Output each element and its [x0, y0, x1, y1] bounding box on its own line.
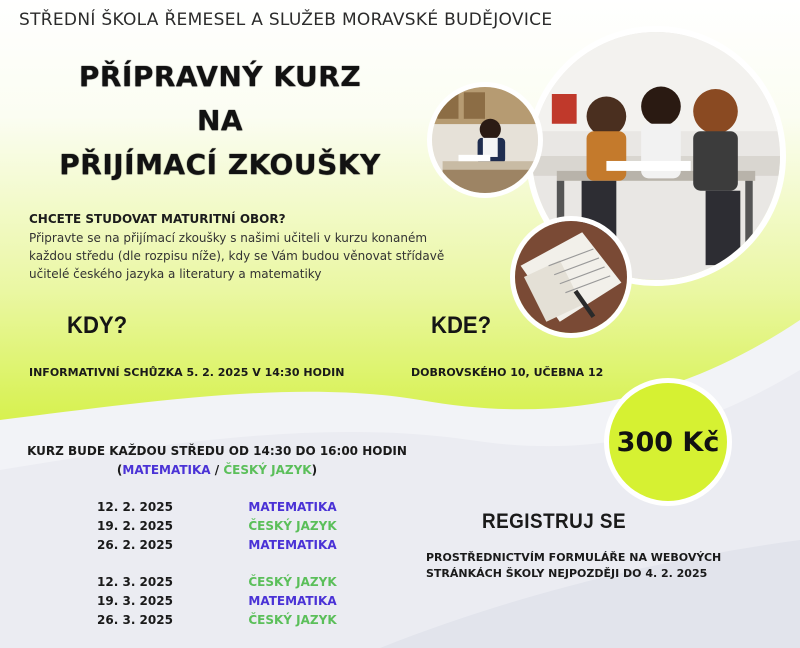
title-line-3: PŘIJÍMACÍ ZKOUŠKY: [59, 148, 381, 181]
title-line-2: NA: [196, 104, 244, 137]
course-schedule-line: KURZ BUDE KAŽDOU STŘEDU OD 14:30 DO 16:00 HODIN: [27, 444, 407, 458]
schedule-subject: MATEMATIKA: [248, 538, 337, 552]
registration-text: PROSTŘEDNICTVÍM FORMULÁŘE NA WEBOVÝCH STRÁNKÁCH ŠKOLY NEJPOZDĚJI DO 4. 2. 2025: [426, 551, 722, 580]
intro-text: Připravte se na přijímací zkoušky s našimi učiteli v kurzu konaném každou středu (dle rozpisu níže), kdy se Vám budou věnovat střídavě učitelé českého jazyka a literatury a matematiky: [29, 231, 445, 281]
location-info: DOBROVSKÉHO 10, UČEBNA 12: [411, 366, 604, 379]
reading-student-photo: [427, 82, 543, 198]
title-line-1: PŘÍPRAVNÝ KURZ: [78, 60, 362, 93]
schedule-row: [80, 575, 380, 593]
course-subjects-legend: [18, 461, 416, 480]
schedule-row: [80, 519, 380, 537]
price-value: 300 Kč: [616, 426, 720, 458]
registration-heading: REGISTRUJ SE: [482, 510, 627, 533]
meeting-info: INFORMATIVNÍ SCHŮZKA 5. 2. 2025 V 14:30 HODIN: [29, 366, 345, 379]
schedule-date: 26. 2. 2025: [97, 538, 173, 552]
schedule-date: 12. 2. 2025: [97, 500, 173, 514]
price-badge: [604, 378, 732, 506]
schedule-subject: ČESKÝ JAZYK: [248, 519, 337, 533]
legend-close-paren: ): [311, 463, 318, 477]
schedule-row: [80, 538, 380, 556]
schedule-subject: MATEMATIKA: [248, 594, 337, 608]
intro-question: CHCETE STUDOVAT MATURITNÍ OBOR?: [29, 212, 286, 226]
schedule-subject: MATEMATIKA: [248, 500, 337, 514]
schedule-row: [80, 613, 380, 631]
schedule-date: 12. 3. 2025: [97, 575, 173, 589]
schedule-date: 19. 2. 2025: [97, 519, 173, 533]
schedule-subject: ČESKÝ JAZYK: [248, 613, 337, 627]
school-name: STŘEDNÍ ŠKOLA ŘEMESEL A SLUŽEB MORAVSKÉ BUDĚJOVICE: [19, 10, 553, 30]
legend-open-paren: (: [116, 463, 123, 477]
legend-czech: ČESKÝ JAZYK: [223, 463, 312, 477]
legend-math: MATEMATIKA: [122, 463, 211, 477]
schedule-row: [80, 500, 380, 518]
legend-slash: /: [210, 463, 224, 477]
schedule-date: 26. 3. 2025: [97, 613, 173, 627]
notebook-photo: [510, 216, 632, 338]
when-heading: KDY?: [67, 312, 128, 339]
schedule-date: 19. 3. 2025: [97, 594, 173, 608]
where-heading: KDE?: [431, 312, 492, 339]
course-info: [18, 442, 416, 480]
schedule-row: [80, 594, 380, 612]
schedule-subject: ČESKÝ JAZYK: [248, 575, 337, 589]
